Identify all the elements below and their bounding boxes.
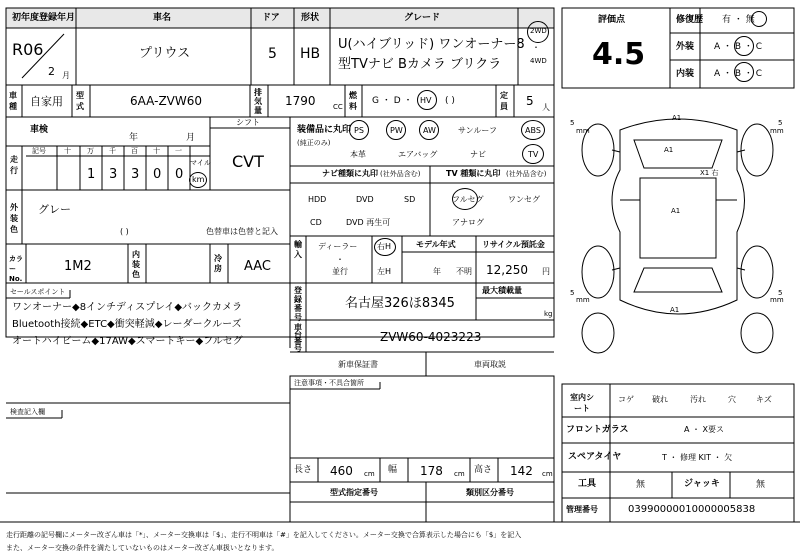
diagram-mark-2: A1 xyxy=(671,207,681,215)
height-unit: cm xyxy=(542,470,553,478)
tv-analog: アナログ xyxy=(452,218,484,227)
equip-ps: PS xyxy=(354,126,364,135)
drive-dot: ・ xyxy=(532,43,540,52)
spare-tire-label: スペアタイヤ xyxy=(568,452,622,462)
first-reg-year: R06 xyxy=(12,40,44,59)
navi-hdd: HDD xyxy=(308,195,327,204)
width-unit: cm xyxy=(454,470,465,478)
grade-line1: U(ハイブリッド) ワンオーナー8 xyxy=(338,37,525,52)
color-note: 色替車は色替と記入 xyxy=(206,227,278,236)
tools-value: 無 xyxy=(636,480,646,490)
jack-label: ジャッキ xyxy=(684,479,720,489)
width-label: 幅 xyxy=(388,465,398,475)
digit-header-1: 万 xyxy=(87,147,94,155)
import-dot: ・ xyxy=(336,255,344,264)
mileage-digit-2: 3 xyxy=(109,167,118,182)
footer-line-2: また、メーター交換の条件を満たしていないものはメーター改ざん車扱いとなります。 xyxy=(6,544,279,552)
color-paren: ( ) xyxy=(120,227,129,236)
grade-label: グレード xyxy=(404,13,441,23)
month-unit: 月 xyxy=(62,71,70,80)
height-value: 142 xyxy=(510,464,533,478)
first-reg-month: 2 xyxy=(48,65,55,78)
inspection-year-unit: 年 xyxy=(129,133,139,143)
mile-label: マイル xyxy=(190,159,211,167)
seat-option-1: 破れ xyxy=(652,395,668,404)
recycle-value: 12,250 xyxy=(486,263,528,277)
capacity: 5 xyxy=(526,94,534,108)
equipment-label: 装備品に丸印 xyxy=(297,125,352,135)
mgmt-label: 管理番号 xyxy=(566,505,598,514)
digit-header-0: 十 xyxy=(64,147,71,155)
equip-leather: 本革 xyxy=(350,150,366,159)
import-right-hand: 右H xyxy=(377,242,392,251)
repair-none-circle xyxy=(751,11,767,27)
model: 6AA-ZVW60 xyxy=(130,94,203,108)
digit-header-5: 一 xyxy=(175,147,182,155)
model-year-unknown: 不明 xyxy=(456,267,472,276)
navi-dvd: DVD xyxy=(356,195,374,204)
navi-cd: CD xyxy=(310,218,322,227)
registration-label: 登録番号 xyxy=(294,286,302,322)
km-label: km xyxy=(192,175,205,184)
shift-label: シフト xyxy=(236,118,260,127)
equip-sunroof: サンルーフ xyxy=(458,126,497,135)
import-label: 輸入 xyxy=(294,240,302,259)
equip-navi: ナビ xyxy=(470,150,486,159)
sales-points-label: セールスポイント xyxy=(10,288,66,296)
fuel-selected: HV xyxy=(420,96,432,105)
color-no-value: 1M2 xyxy=(64,259,92,274)
jack-value: 無 xyxy=(756,480,766,490)
mileage-digit-5: 0 xyxy=(175,167,184,182)
drive-4wd: 4WD xyxy=(530,57,547,65)
diagram-mark-0: A1 xyxy=(672,114,682,122)
score-value: 4.5 xyxy=(592,37,646,72)
sales-point-line-0: ワンオーナー◆8インチディスプレイ◆バックカメラ xyxy=(12,302,243,313)
shape: HB xyxy=(300,46,321,62)
digit-header-4: 十 xyxy=(153,147,160,155)
car-diagram xyxy=(582,119,773,353)
tire-label-rl: 5 xyxy=(570,289,575,297)
color-label: 外装色 xyxy=(10,203,18,234)
doors: 5 xyxy=(268,46,277,62)
max-load-label: 最大積載量 xyxy=(482,286,522,295)
length-unit: cm xyxy=(364,470,375,478)
drive-2wd: 2WD xyxy=(530,27,547,35)
car-name: プリウス xyxy=(139,46,191,61)
tv-fullseg: フルセグ xyxy=(452,195,484,204)
first-reg-label: 初年度登録年月 xyxy=(12,13,76,23)
tire-mm-fl: mm xyxy=(576,127,590,135)
inspector-label: 検査記入欄 xyxy=(10,408,45,416)
exterior-options: A ・ B ・ C xyxy=(714,42,763,52)
equip-pw: PW xyxy=(390,126,403,135)
seat-option-4: キズ xyxy=(756,395,772,404)
capacity-label: 定員 xyxy=(500,91,508,111)
exterior-label: 外装 xyxy=(676,42,695,52)
displacement-label: 排気量 xyxy=(254,88,262,115)
windshield-options: A ・ X要ス xyxy=(684,425,725,434)
seat-option-0: コゲ xyxy=(618,395,634,404)
new-car-warranty: 新車保証書 xyxy=(338,360,378,369)
equipment-sub-label: (純正のみ) xyxy=(297,139,331,147)
ac-label: 冷房 xyxy=(214,254,222,273)
grade-line2: 型TVナビ Bカメラ ブリクラ xyxy=(338,57,502,72)
usage-label: 車種 xyxy=(9,91,17,111)
mileage-symbol-label: 記号 xyxy=(32,147,46,155)
spare-tire-options: T ・ 修理 KIT ・ 欠 xyxy=(662,453,733,462)
diagram-mark-4: A1 xyxy=(670,306,680,314)
tire-mm-rl: mm xyxy=(576,296,590,304)
digit-header-3: 百 xyxy=(131,147,138,155)
digit-header-2: 千 xyxy=(109,147,116,155)
seat-option-2: 汚れ xyxy=(690,395,706,404)
fuel-options: G ・ D ・ xyxy=(372,96,413,106)
tv-oneseg: ワンセグ xyxy=(508,195,540,204)
class-number-label: 類別区分番号 xyxy=(466,488,514,497)
inspection-month-unit: 月 xyxy=(186,133,196,143)
navi-types-sub: (社外品含む) xyxy=(380,170,421,178)
usage: 自家用 xyxy=(30,95,63,108)
equip-tv: TV xyxy=(528,150,539,159)
mileage-digit-3: 3 xyxy=(131,167,140,182)
sales-point-line-1: Bluetooth接続◆ETC◆衝突軽減◆レーダークルーズ xyxy=(12,319,242,330)
exterior-b-circle xyxy=(734,36,754,56)
shift: CVT xyxy=(232,152,264,171)
registration-value: 名古屋326ほ8345 xyxy=(345,296,455,311)
model-label: 型式 xyxy=(76,91,84,111)
ac-value: AAC xyxy=(244,259,271,274)
interior-options: A ・ B ・ C xyxy=(714,69,763,79)
mileage-digit-1: 1 xyxy=(87,167,96,182)
fuel-paren: ( ) xyxy=(445,96,455,106)
navi-sd: SD xyxy=(404,195,416,204)
cc-unit: CC xyxy=(333,103,343,111)
interior-b-circle xyxy=(734,62,754,82)
model-year-unit: 年 xyxy=(433,267,441,276)
shape-label: 形状 xyxy=(301,13,320,23)
color-no-label: カラーNo. xyxy=(9,255,23,283)
width-value: 178 xyxy=(420,464,443,478)
recycle-yen: 円 xyxy=(542,267,550,276)
inspection-label: 車検 xyxy=(30,125,49,135)
score-label: 評価点 xyxy=(598,15,626,25)
tire-mm-rr: mm xyxy=(770,296,784,304)
tire-label-fr: 5 xyxy=(778,119,783,127)
color-value: グレー xyxy=(38,203,71,216)
interior-color-label: 内装色 xyxy=(132,250,140,279)
length-value: 460 xyxy=(330,464,353,478)
mileage-digit-4: 0 xyxy=(153,167,162,182)
tire-label-rr: 5 xyxy=(778,289,783,297)
equip-aw: AW xyxy=(423,126,436,135)
door-label: ドア xyxy=(262,13,280,23)
length-label: 長さ xyxy=(294,465,313,475)
import-dealer: ディーラー xyxy=(318,242,358,251)
tire-label-fl: 5 xyxy=(570,119,575,127)
max-load-kg: kg xyxy=(544,310,553,318)
tools-label: 工具 xyxy=(578,479,597,489)
mgmt-value: 03990000010000005838 xyxy=(628,504,756,515)
equip-abs: ABS xyxy=(525,126,541,135)
repair-label: 修復歴 xyxy=(676,15,704,25)
sales-point-line-2: オートハイビーム◆17AW◆スマートキー◆フルセグ xyxy=(12,336,243,347)
navi-types-label: ナビ種類に丸印 xyxy=(322,169,378,178)
equip-airbag: エアバッグ xyxy=(398,150,438,159)
diagram-mark-3: X1 右 xyxy=(700,169,719,177)
interior-seat-label: 室内シート xyxy=(570,393,594,413)
height-label: 高さ xyxy=(474,465,493,475)
capacity-unit: 人 xyxy=(542,103,550,112)
manual: 車両取説 xyxy=(474,360,506,369)
import-parallel: 並行 xyxy=(332,267,348,276)
interior-label: 内装 xyxy=(676,69,695,79)
navi-dvd-play: DVD 再生可 xyxy=(346,218,391,227)
windshield-label: フロントガラス xyxy=(566,425,629,435)
displacement: 1790 xyxy=(285,94,316,108)
seat-option-3: 穴 xyxy=(728,395,736,404)
tv-types-label: TV 種類に丸印 xyxy=(446,169,501,178)
mileage-label: 走行 xyxy=(10,155,18,175)
notes-label: 注意事項・不具合箇所 xyxy=(294,379,364,387)
tv-types-sub: (社外品含む) xyxy=(506,170,547,178)
diagram-mark-1: A1 xyxy=(664,146,674,154)
recycle-label: リサイクル預託金 xyxy=(482,240,545,249)
car-name-label: 車名 xyxy=(153,13,172,23)
fuel-label: 燃料 xyxy=(349,91,357,111)
model-year-label: モデル年式 xyxy=(416,240,456,249)
footer-line-1: 走行距離の記号欄にメーター改ざん車は「*」、メーター交換車は「$」、走行不明車は「#」を記入してください。メーター交換で合算表示した場合にも「$」を記入 xyxy=(6,531,522,539)
chassis-value: ZVW60-4023223 xyxy=(380,330,482,344)
import-left-hand: 左H xyxy=(377,267,392,276)
tire-mm-fr: mm xyxy=(770,127,784,135)
chassis-label: 車台番号 xyxy=(294,323,302,353)
repair-options: 有 ・ 無 xyxy=(722,15,755,25)
type-designation-label: 型式指定番号 xyxy=(330,488,378,497)
